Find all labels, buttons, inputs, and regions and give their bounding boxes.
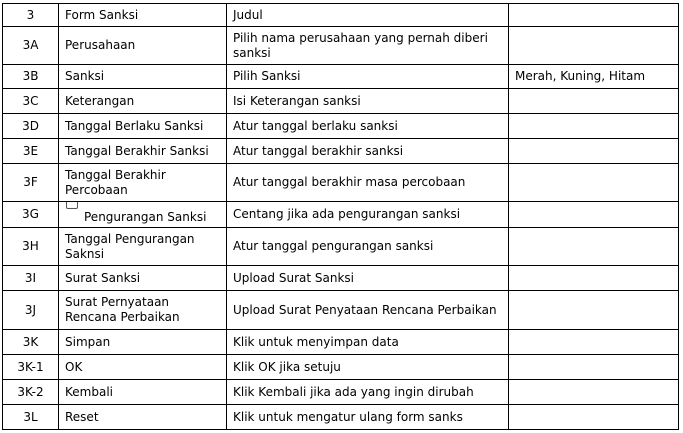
element-name: OK [59,355,227,380]
element-value [509,330,679,355]
element-name: Keterangan [59,89,227,114]
table-row [3,330,679,355]
element-description: Pilih Sanksi [227,65,509,89]
row-number: 3 [3,4,59,27]
row-number: 3K [3,330,59,355]
row-number: 3F [3,164,59,202]
element-value [509,202,679,228]
element-value [509,228,679,266]
table-row [3,4,679,27]
row-number: 3K-1 [3,355,59,380]
checkbox-icon[interactable] [66,202,78,209]
element-name: Surat Sanksi [59,266,227,291]
element-value [509,27,679,65]
element-name: Sanksi [59,65,227,89]
element-description: Atur tanggal berakhir sanksi [227,139,509,164]
element-name: Surat Pernyataan Rencana Perbaikan [59,291,227,330]
table-row [3,114,679,139]
table-row [3,139,679,164]
element-description: Klik OK jika setuju [227,355,509,380]
row-number: 3A [3,27,59,65]
element-value [509,266,679,291]
table-row [3,202,679,228]
element-name: Simpan [59,330,227,355]
table-row [3,380,679,405]
element-name: Kembali [59,380,227,405]
row-number: 3I [3,266,59,291]
element-name: Tanggal Berakhir Percobaan [59,164,227,202]
element-value [509,291,679,330]
row-number: 3D [3,114,59,139]
table-row [3,164,679,202]
table-row [3,355,679,380]
spec-table [2,3,679,430]
element-name: Form Sanksi [59,4,227,27]
element-value [509,164,679,202]
element-value [509,380,679,405]
table-row [3,228,679,266]
element-description: Klik Kembali jika ada yang ingin dirubah [227,380,509,405]
checkbox-wrapper [65,205,206,225]
element-description: Atur tanggal pengurangan sanksi [227,228,509,266]
table-row [3,291,679,330]
element-value [509,139,679,164]
row-number: 3H [3,228,59,266]
element-value [509,405,679,430]
row-number: 3J [3,291,59,330]
element-description: Pilih nama perusahaan yang pernah diberi sanksi [227,27,509,65]
element-value [509,114,679,139]
element-description: Centang jika ada pengurangan sanksi [227,202,509,228]
element-name: Tanggal Berakhir Sanksi [59,139,227,164]
element-description: Klik untuk mengatur ulang form sanks [227,405,509,430]
element-value [509,355,679,380]
element-description: Atur tanggal berlaku sanksi [227,114,509,139]
element-name: Tanggal Berlaku Sanksi [59,114,227,139]
element-name: Tanggal Pengurangan Saknsi [59,228,227,266]
table-row [3,89,679,114]
row-number: 3L [3,405,59,430]
element-description: Klik untuk menyimpan data [227,330,509,355]
row-number: 3K-2 [3,380,59,405]
table-row [3,65,679,89]
element-value [509,89,679,114]
row-number: 3E [3,139,59,164]
element-value [509,4,679,27]
row-number: 3G [3,202,59,228]
element-description: Isi Keterangan sanksi [227,89,509,114]
element-name-checkbox-cell [59,202,227,228]
element-description: Upload Surat Penyataan Rencana Perbaikan [227,291,509,330]
element-description: Upload Surat Sanksi [227,266,509,291]
table-row [3,266,679,291]
table-row [3,405,679,430]
element-description: Atur tanggal berakhir masa percobaan [227,164,509,202]
element-name: Reset [59,405,227,430]
row-number: 3C [3,89,59,114]
element-description: Judul [227,4,509,27]
element-name: Pengurangan Sanksi [84,209,207,224]
table-row [3,27,679,65]
element-name: Perusahaan [59,27,227,65]
row-number: 3B [3,65,59,89]
element-value: Merah, Kuning, Hitam [509,65,679,89]
